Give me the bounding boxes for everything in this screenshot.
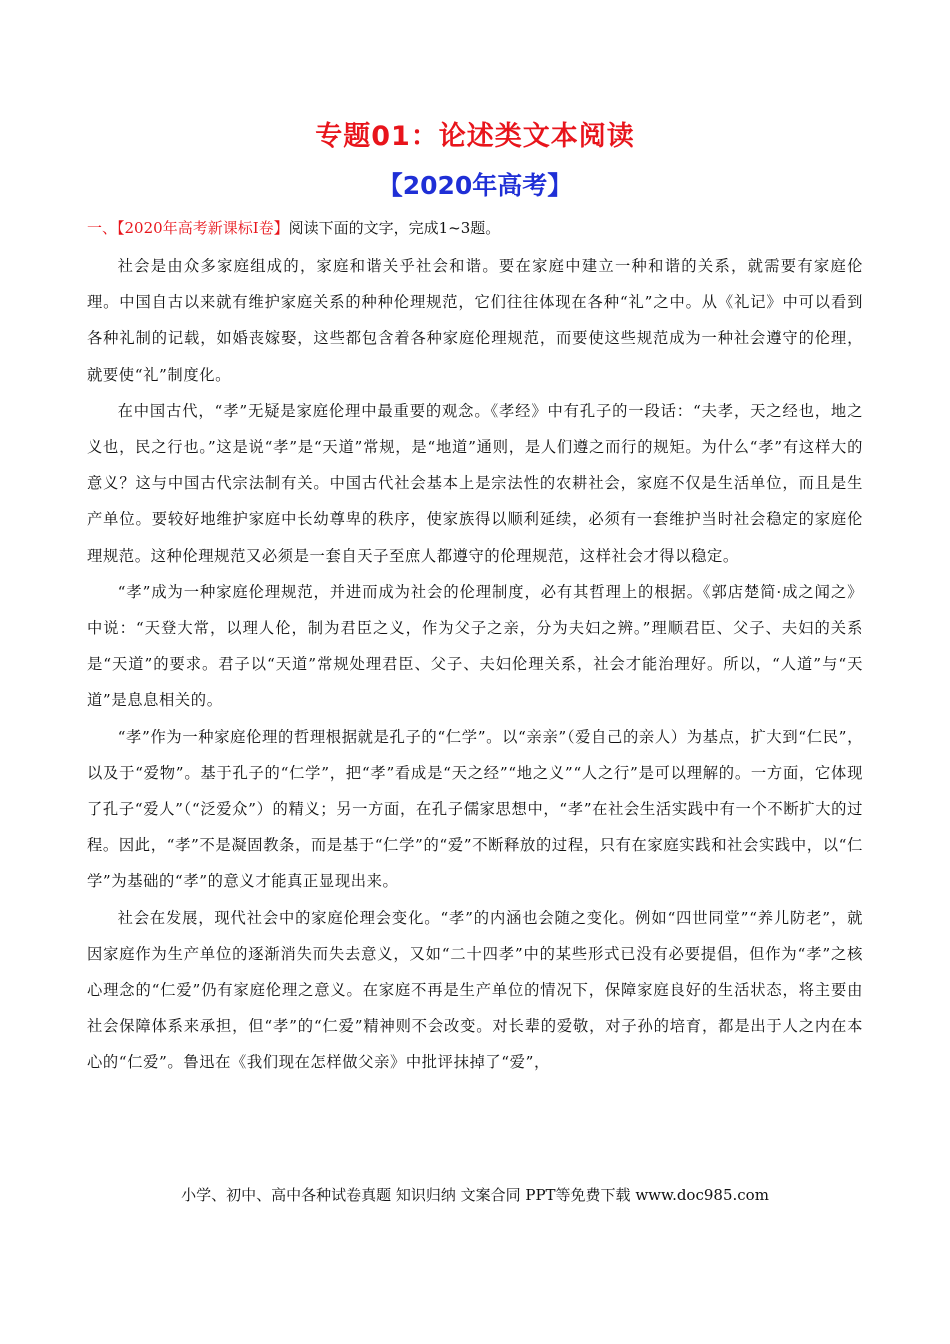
paragraph: 社会在发展，现代社会中的家庭伦理会变化。“孝”的内涵也会随之变化。例如“四世同堂”“养儿防老”，就因家庭作为生产单位的逐渐消失而失去意义，又如“二十四孝”中的某些形式已没有必要提倡，但作为“孝”之核心理念的“仁爱”仍有家庭伦理之意义。在家庭不再是生产单位的情况下，保障家庭良好的生活状态，将主要由社会保障体系来承担，但“孝”的“仁爱”精神则不会改变。对长辈的爱敬，对子孙的培育，都是出于人之内在本心的“仁爱”。鲁迅在《我们现在怎样做父亲》中批评抹掉了“爱”， bbox=[87, 908, 863, 1072]
article-body bbox=[87, 248, 863, 1081]
paragraph: 在中国古代，“孝”无疑是家庭伦理中最重要的观念。《孝经》中有孔子的一段话：“夫孝，天之经也，地之义也，民之行也。”这是说“孝”是“天道”常规，是“地道”通则，是人们遵之而行的规矩。为什么“孝”有这样大的意义？这与中国古代宗法制有关。中国古代社会基本上是宗法性的农耕社会，家庭不仅是生活单位，而且是生产单位。要较好地维护家庭中长幼尊卑的秩序，使家族得以顺利延续，必须有一套维护当时社会稳定的家庭伦理规范。这种伦理规范又必须是一套自天子至庶人都遵守的伦理规范，这样社会才得以稳定。 bbox=[87, 401, 863, 565]
question-heading bbox=[87, 217, 877, 239]
page-footer: 小学、初中、高中各种试卷真题 知识归纳 文案合同 PPT等免费下载 www.doc985.com bbox=[181, 1186, 769, 1204]
question-number: 一、 bbox=[87, 219, 118, 237]
paragraph: “孝”成为一种家庭伦理规范，并进而成为社会的伦理制度，必有其哲理上的根据。《郭店楚简·成之闻之》中说：“天登大常，以理人伦，制为君臣之义，作为父子之亲，分为夫妇之辨。”理顺君臣、父子、夫妇的关系是“天道”的要求。君子以“天道”常规处理君臣、父子、夫妇伦理关系，社会才能治理好。所以，“人道”与“天道”是息息相关的。 bbox=[87, 582, 863, 710]
paragraph: “孝”作为一种家庭伦理的哲理根据就是孔子的“仁学”。以“亲亲”（爱自己的亲人）为基点，扩大到“仁民”，以及于“爱物”。基于孔子的“仁学”，把“孝”看成是“天之经”“地之义”“人之行”是可以理解的。一方面，它体现了孔子“爱人”（“泛爱众”）的精义；另一方面，在孔子儒家思想中，“孝”在社会生活实践中有一个不断扩大的过程。因此，“孝”不是凝固教条，而是基于“仁学”的“爱”不断释放的过程，只有在家庭实践和社会实践中，以“仁学”为基础的“孝”的意义才能真正显现出来。 bbox=[87, 727, 863, 891]
question-instruction: 阅读下面的文字，完成1~3题。 bbox=[288, 219, 501, 237]
paragraph: 社会是由众多家庭组成的，家庭和谐关乎社会和谐。要在家庭中建立一种和谐的关系，就需要有家庭伦理。中国自古以来就有维护家庭关系的种种伦理规范，它们往往体现在各种“礼”之中。从《礼记》中可以看到各种礼制的记载，如婚丧嫁娶，这些都包含着各种家庭伦理规范，而要使这些规范成为一种社会遵守的伦理，就要使“礼”制度化。 bbox=[87, 257, 863, 384]
question-source: 【2020年高考新课标Ⅰ卷】 bbox=[117, 219, 289, 237]
document-subtitle: 【2020年高考】 bbox=[377, 171, 573, 200]
document-title: 专题01：论述类文本阅读 bbox=[315, 121, 635, 152]
